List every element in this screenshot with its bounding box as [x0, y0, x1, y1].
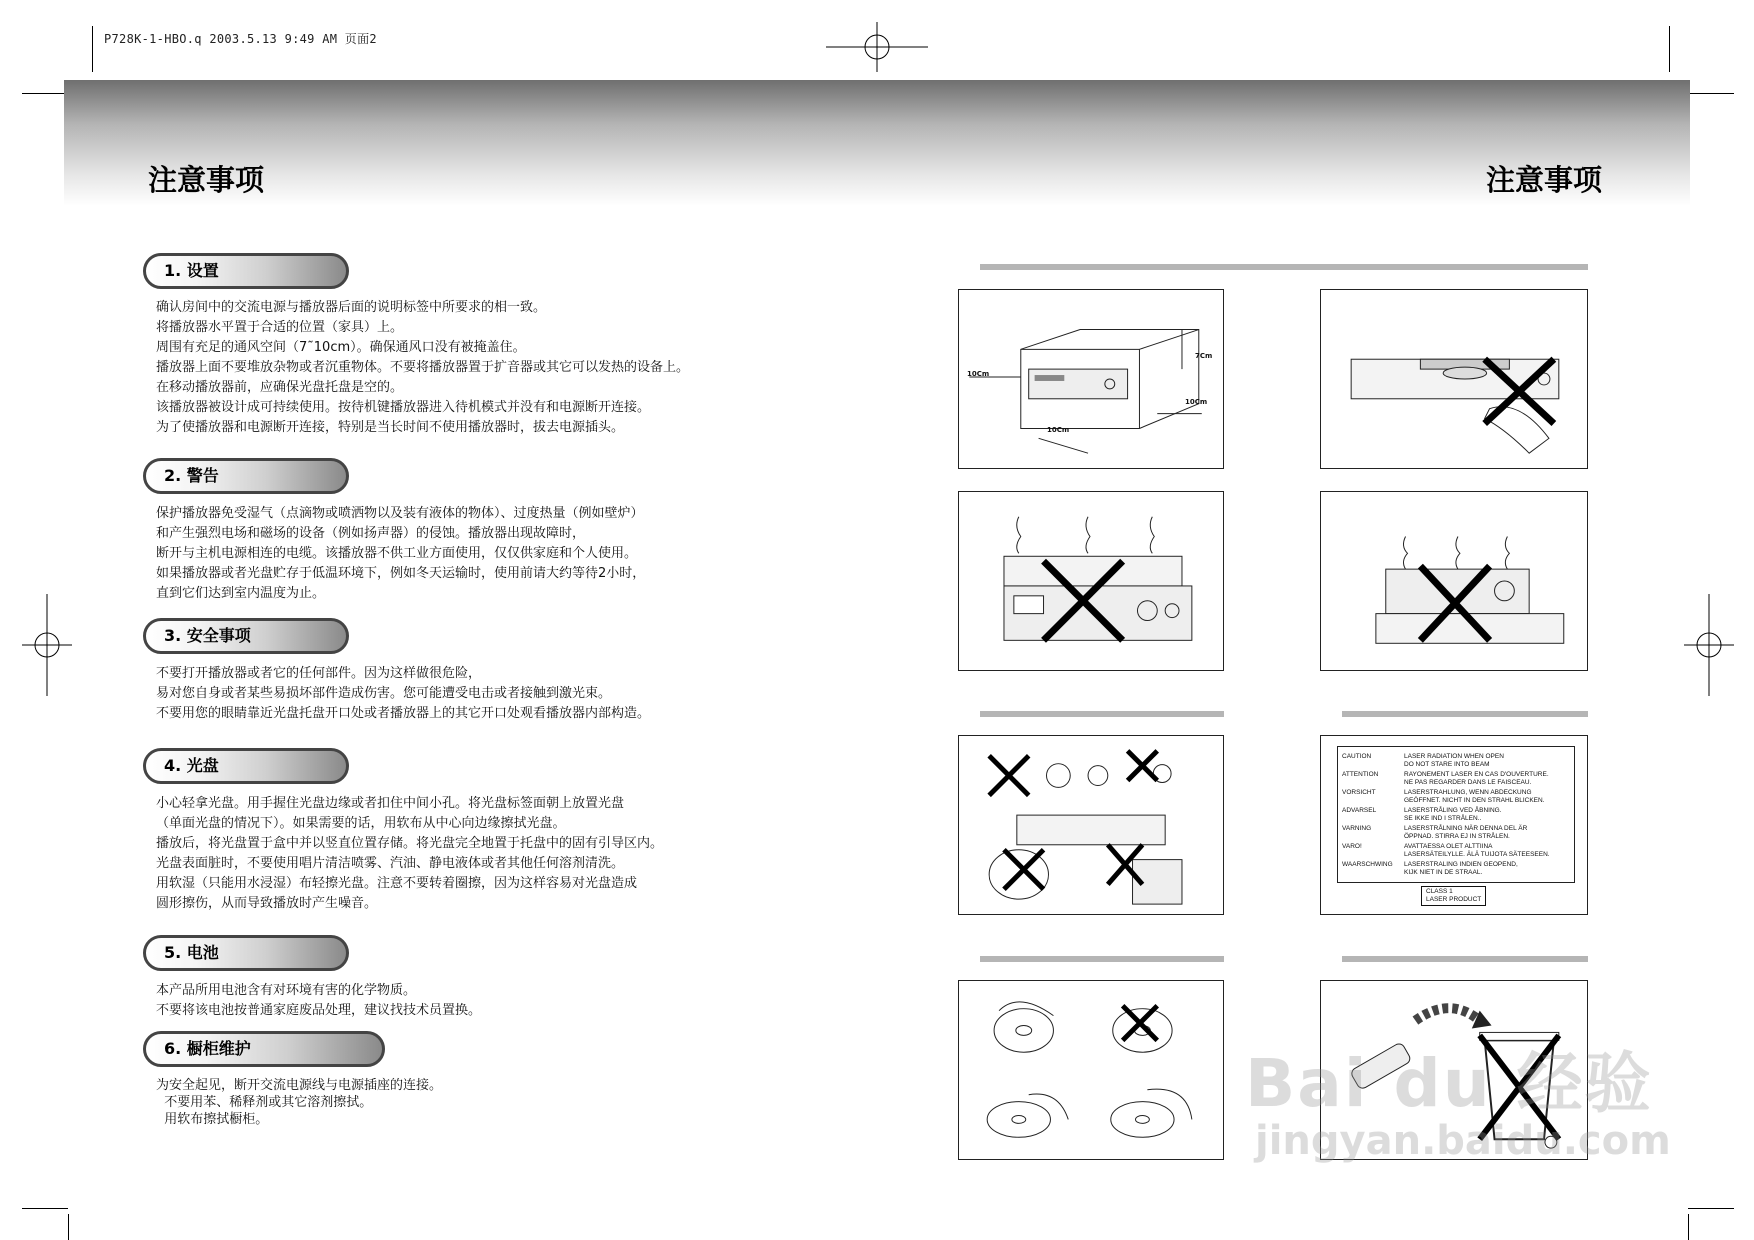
- watermark-logo: Bai du 经验: [1245, 1045, 1653, 1122]
- divider-rule: [1342, 956, 1588, 962]
- divider-rule: [980, 264, 1588, 270]
- crop-mark: [1669, 26, 1670, 72]
- crop-mark: [22, 1208, 68, 1209]
- figure-environment-hazards: [958, 735, 1224, 915]
- watermark-url: jingyan.baidu.com: [1255, 1118, 1671, 1164]
- registration-mark-right: [1684, 594, 1734, 696]
- crop-mark: [92, 26, 93, 72]
- section-5-heading: 5. 电池: [143, 935, 349, 971]
- figure-laser-warning-label: [1320, 735, 1588, 915]
- print-slug: P728K-1-HBO.q 2003.5.13 9:49 AM 页面2: [104, 32, 377, 46]
- header-band: [64, 80, 1690, 206]
- crop-mark: [1688, 1208, 1734, 1209]
- right-page-title: 注意事项: [1486, 163, 1603, 197]
- registration-mark-top: [826, 22, 928, 72]
- section-6-heading: 6. 橱柜维护: [143, 1031, 385, 1067]
- crop-mark: [1688, 93, 1734, 94]
- figure-no-amp-on-player: [1320, 491, 1588, 671]
- registration-mark-left: [22, 594, 72, 696]
- section-2-heading: 2. 警告: [143, 458, 349, 494]
- divider-rule: [1342, 711, 1588, 717]
- figure-no-stack-on-amp: [958, 491, 1224, 671]
- divider-rule: [980, 956, 1224, 962]
- section-4-heading: 4. 光盘: [143, 748, 349, 784]
- crop-mark: [22, 93, 68, 94]
- figure-ventilation-clearance: 7Cm 10Cm 10Cm 10Cm: [958, 289, 1224, 469]
- laser-class-badge: CLASS 1 LASER PRODUCT: [1421, 886, 1486, 906]
- section-1-heading: 1. 设置: [143, 253, 349, 289]
- divider-rule: [980, 711, 1224, 717]
- figure-no-touch-tray: [1320, 289, 1588, 469]
- crop-mark: [68, 1214, 69, 1240]
- left-page-title: 注意事项: [148, 163, 265, 197]
- section-3-heading: 3. 安全事项: [143, 618, 349, 654]
- figure-disc-handling: [958, 980, 1224, 1160]
- laser-label-box: CAUTION LASER RADIATION WHEN OPEN DO NOT STARE INTO BEAM ATTENTION RAYONEMENT LASER EN CAS D'OUVERTURE. NE PAS REGARDER DANS LE FAISCEAU. VORSICHT LASERSTRAHLUNG, WENN ABDECKUNG GEÖFFNET. NICHT IN DEN STRAHL BLICKEN. ADVARSEL LASERSTRÅLING VED ÅBNING. SE IKKE IND I STRÅLEN.. VARNING LASERSTRÅLNING NÄR DENNA DEL ÄR ÖPPNAD. STIRRA EJ IN STRÅLEN. VARO! AVATTAESSA OLET ALTTIINA LASERSÄTEILYLLE. ÄLÄ TUIJOTA SÄTEESEEN. WAARSCHWING LASERSTRALING INDIEN GEOPEND, KIJK NIET IN DE STRAAL.: [1337, 746, 1575, 883]
- crop-mark: [1688, 1214, 1689, 1240]
